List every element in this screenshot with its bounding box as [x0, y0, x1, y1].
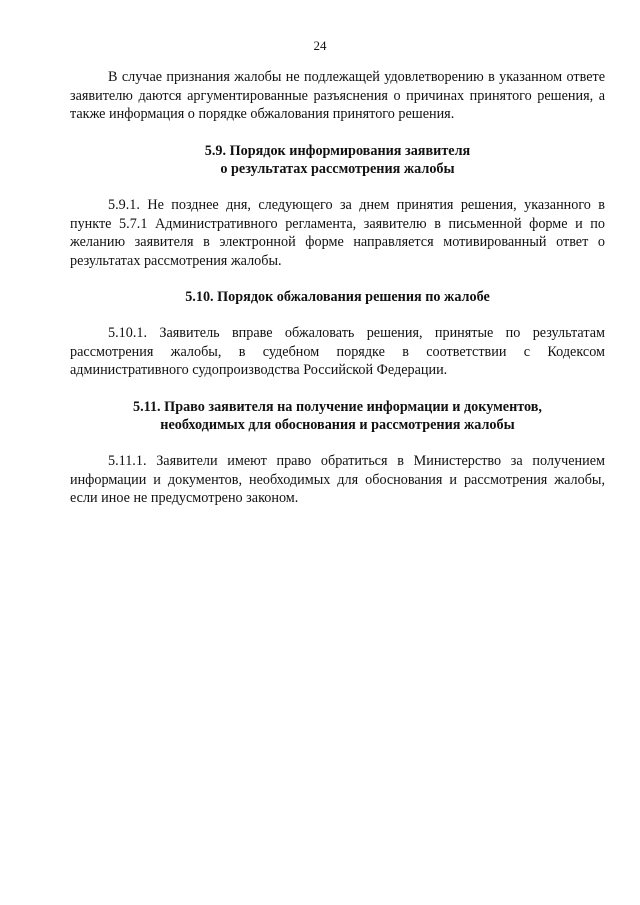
section-5-11-paragraph: 5.11.1. Заявители имеют право обратиться в Министерство за получением информации и документов, необходимых для обоснования и рассмотрения жалобы, если иное не предусмотрено законом.	[70, 452, 605, 507]
page-number: 24	[313, 38, 327, 53]
section-5-10-heading	[70, 288, 605, 307]
section-5-11-heading-line-2: необходимых для обоснования и рассмотрения жалобы	[160, 417, 515, 434]
section-5-11-heading-line-1: 5.11. Право заявителя на получение информации и документов,	[133, 398, 542, 415]
intro-paragraph: В случае признания жалобы не подлежащей удовлетворению в указанном ответе заявителю даются аргументированные разъяснения о причинах принятого решения, а также информация о порядке обжалования принятого решения.	[70, 69, 605, 123]
section-5-9-heading	[70, 142, 605, 179]
section-5-9-paragraph: 5.9.1. Не позднее дня, следующего за днем принятия решения, указанного в пункте 5.7.1 Административного регламента, заявителю в письменной форме и по желанию заявителя в электронной форме направляется мотивированный ответ о результатах рассмотрения жалобы.	[70, 196, 605, 269]
document-body	[70, 68, 605, 508]
section-5-10-paragraph: 5.10.1. Заявитель вправе обжаловать решения, принятые по результатам рассмотрения жалобы, в судебном порядке в соответствии с Кодексом административного судопроизводства Российской Федерации.	[70, 324, 605, 379]
section-5-10-heading-line-1: 5.10. Порядок обжалования решения по жалобе	[185, 289, 490, 306]
section-5-9-heading-line-2: о результатах рассмотрения жалобы	[220, 161, 455, 178]
section-5-9-heading-line-1: 5.9. Порядок информирования заявителя	[204, 142, 471, 159]
section-5-11-heading	[70, 398, 605, 435]
